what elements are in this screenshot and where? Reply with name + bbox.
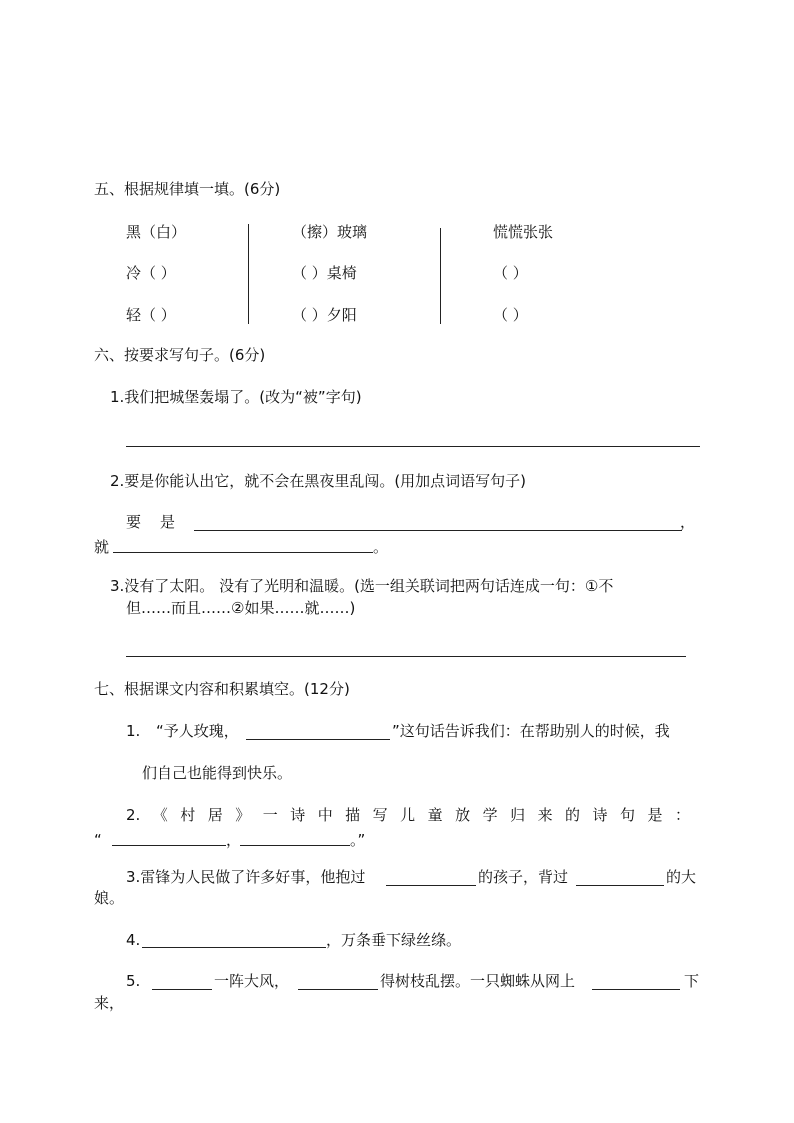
s7-q2-char: ： (674, 806, 690, 824)
s7-q5-text-a: 一阵大风， (214, 972, 290, 990)
s6-q2-shi: 是 (160, 513, 176, 531)
s7-q5-text-b: 得树枝乱摆。一只蜘蛛从网上 (380, 972, 576, 990)
s6-q3-line2: 但……而且……②如果……就……) (126, 599, 356, 617)
s7-q2-char: 诗 (290, 806, 306, 824)
s7-q2-char: 句 (620, 806, 636, 824)
s7-q3-answer-line-2[interactable] (576, 885, 664, 886)
s7-q5-num: 5. (126, 972, 141, 990)
s7-q1-text-a: “予人玫瑰， (156, 722, 239, 740)
section-7-heading: 七、根据课文内容和积累填空。(12分) (94, 680, 350, 698)
s6-q1: 1.我们把城堡轰塌了。(改为“被”字句) (110, 388, 362, 406)
section-6-heading: 六、按要求写句子。(6分) (94, 346, 266, 364)
s6-q2-answer-line-1[interactable] (194, 530, 682, 531)
s7-q4-text: ，万条垂下绿丝绦。 (326, 931, 462, 949)
col2-row1: （擦）玻璃 (292, 223, 368, 241)
s7-q5-text-c: 下 (684, 972, 700, 990)
s7-q1-text-b: ”这句话告诉我们：在帮助别人的时候，我 (392, 722, 670, 740)
s7-q2-char: 写 (372, 806, 388, 824)
col2-row3: （ ）夕阳 (292, 306, 357, 324)
s7-q5-answer-line-1[interactable] (152, 989, 212, 990)
s6-q1-answer-line[interactable] (126, 446, 700, 447)
s7-q2-char: 村 (180, 806, 196, 824)
col1-row2: 冷（ ） (126, 264, 176, 282)
column-divider-1 (248, 224, 249, 324)
s7-q4-num: 4. (126, 931, 141, 949)
s7-q2-answer-line-2[interactable] (240, 845, 350, 846)
s7-q1-answer-line[interactable] (246, 739, 390, 740)
s7-q2-comma: ， (226, 831, 242, 849)
s7-q3-answer-line-1[interactable] (386, 885, 476, 886)
s7-q2-char: 的 (565, 806, 581, 824)
s7-q2-char: 学 (482, 806, 498, 824)
s7-q2-char: 2. (126, 806, 141, 824)
column-divider-2 (440, 228, 441, 324)
s7-q2-char: 诗 (592, 806, 608, 824)
s6-q2-end: 。 (373, 538, 389, 556)
col2-row2: （ ）桌椅 (292, 264, 357, 282)
s7-q2-char: 放 (455, 806, 471, 824)
s6-q2-answer-line-2[interactable] (113, 552, 373, 553)
col3-row2: （ ） (493, 264, 528, 282)
s6-q2-jiu: 就 (94, 538, 110, 556)
s7-q5-answer-line-3[interactable] (592, 989, 680, 990)
s7-q3-text-c: 的大 (666, 868, 697, 886)
s7-q3-text-b: 的孩子，背过 (478, 868, 569, 886)
col3-row1: 慌慌张张 (493, 223, 554, 241)
col1-row1: 黑（白） (126, 223, 187, 241)
s7-q2-char: 是 (647, 806, 663, 824)
col3-row3: （ ） (493, 306, 528, 324)
s7-q3-text-a: 3.雷锋为人民做了许多好事，他抱过 (126, 868, 366, 886)
col1-row3: 轻（ ） (126, 306, 176, 324)
s7-q1-num: 1. (126, 722, 141, 740)
s7-q2-char: 》 (235, 806, 251, 824)
s7-q1-line2: 们自己也能得到快乐。 (142, 764, 293, 782)
section-5-heading: 五、根据规律填一填。(6分) (94, 180, 281, 198)
s6-q2-comma: ， (680, 513, 696, 531)
s7-q2-char: 居 (207, 806, 223, 824)
s7-q5-line2: 来， (94, 994, 125, 1012)
s6-q3-line1: 3.没有了太阳。 没有了光明和温暖。(选一组关联词把两句话连成一句：①不 (110, 577, 614, 595)
s7-q2-char: 来 (537, 806, 553, 824)
s7-q2-char: 儿 (400, 806, 416, 824)
s7-q2-end: 。” (350, 831, 366, 849)
s7-q2-open-quote: “ (94, 831, 102, 849)
s7-q2-char: 归 (510, 806, 526, 824)
s7-q5-answer-line-2[interactable] (298, 989, 378, 990)
s7-q2-char: 中 (317, 806, 333, 824)
s6-q2: 2.要是你能认出它，就不会在黑夜里乱闯。(用加点词语写句子) (110, 472, 527, 490)
s7-q2-char: 一 (262, 806, 278, 824)
s7-q2-char: 描 (345, 806, 361, 824)
s7-q3-line2: 娘。 (94, 889, 125, 907)
s7-q2-char: 《 (152, 806, 168, 824)
s7-q4-answer-line[interactable] (142, 947, 326, 948)
s6-q3-answer-line[interactable] (126, 656, 686, 657)
s6-q2-yao: 要 (126, 513, 142, 531)
s7-q2-char: 童 (427, 806, 443, 824)
s7-q2-answer-line-1[interactable] (112, 845, 226, 846)
s7-q2-line1 (94, 805, 690, 825)
